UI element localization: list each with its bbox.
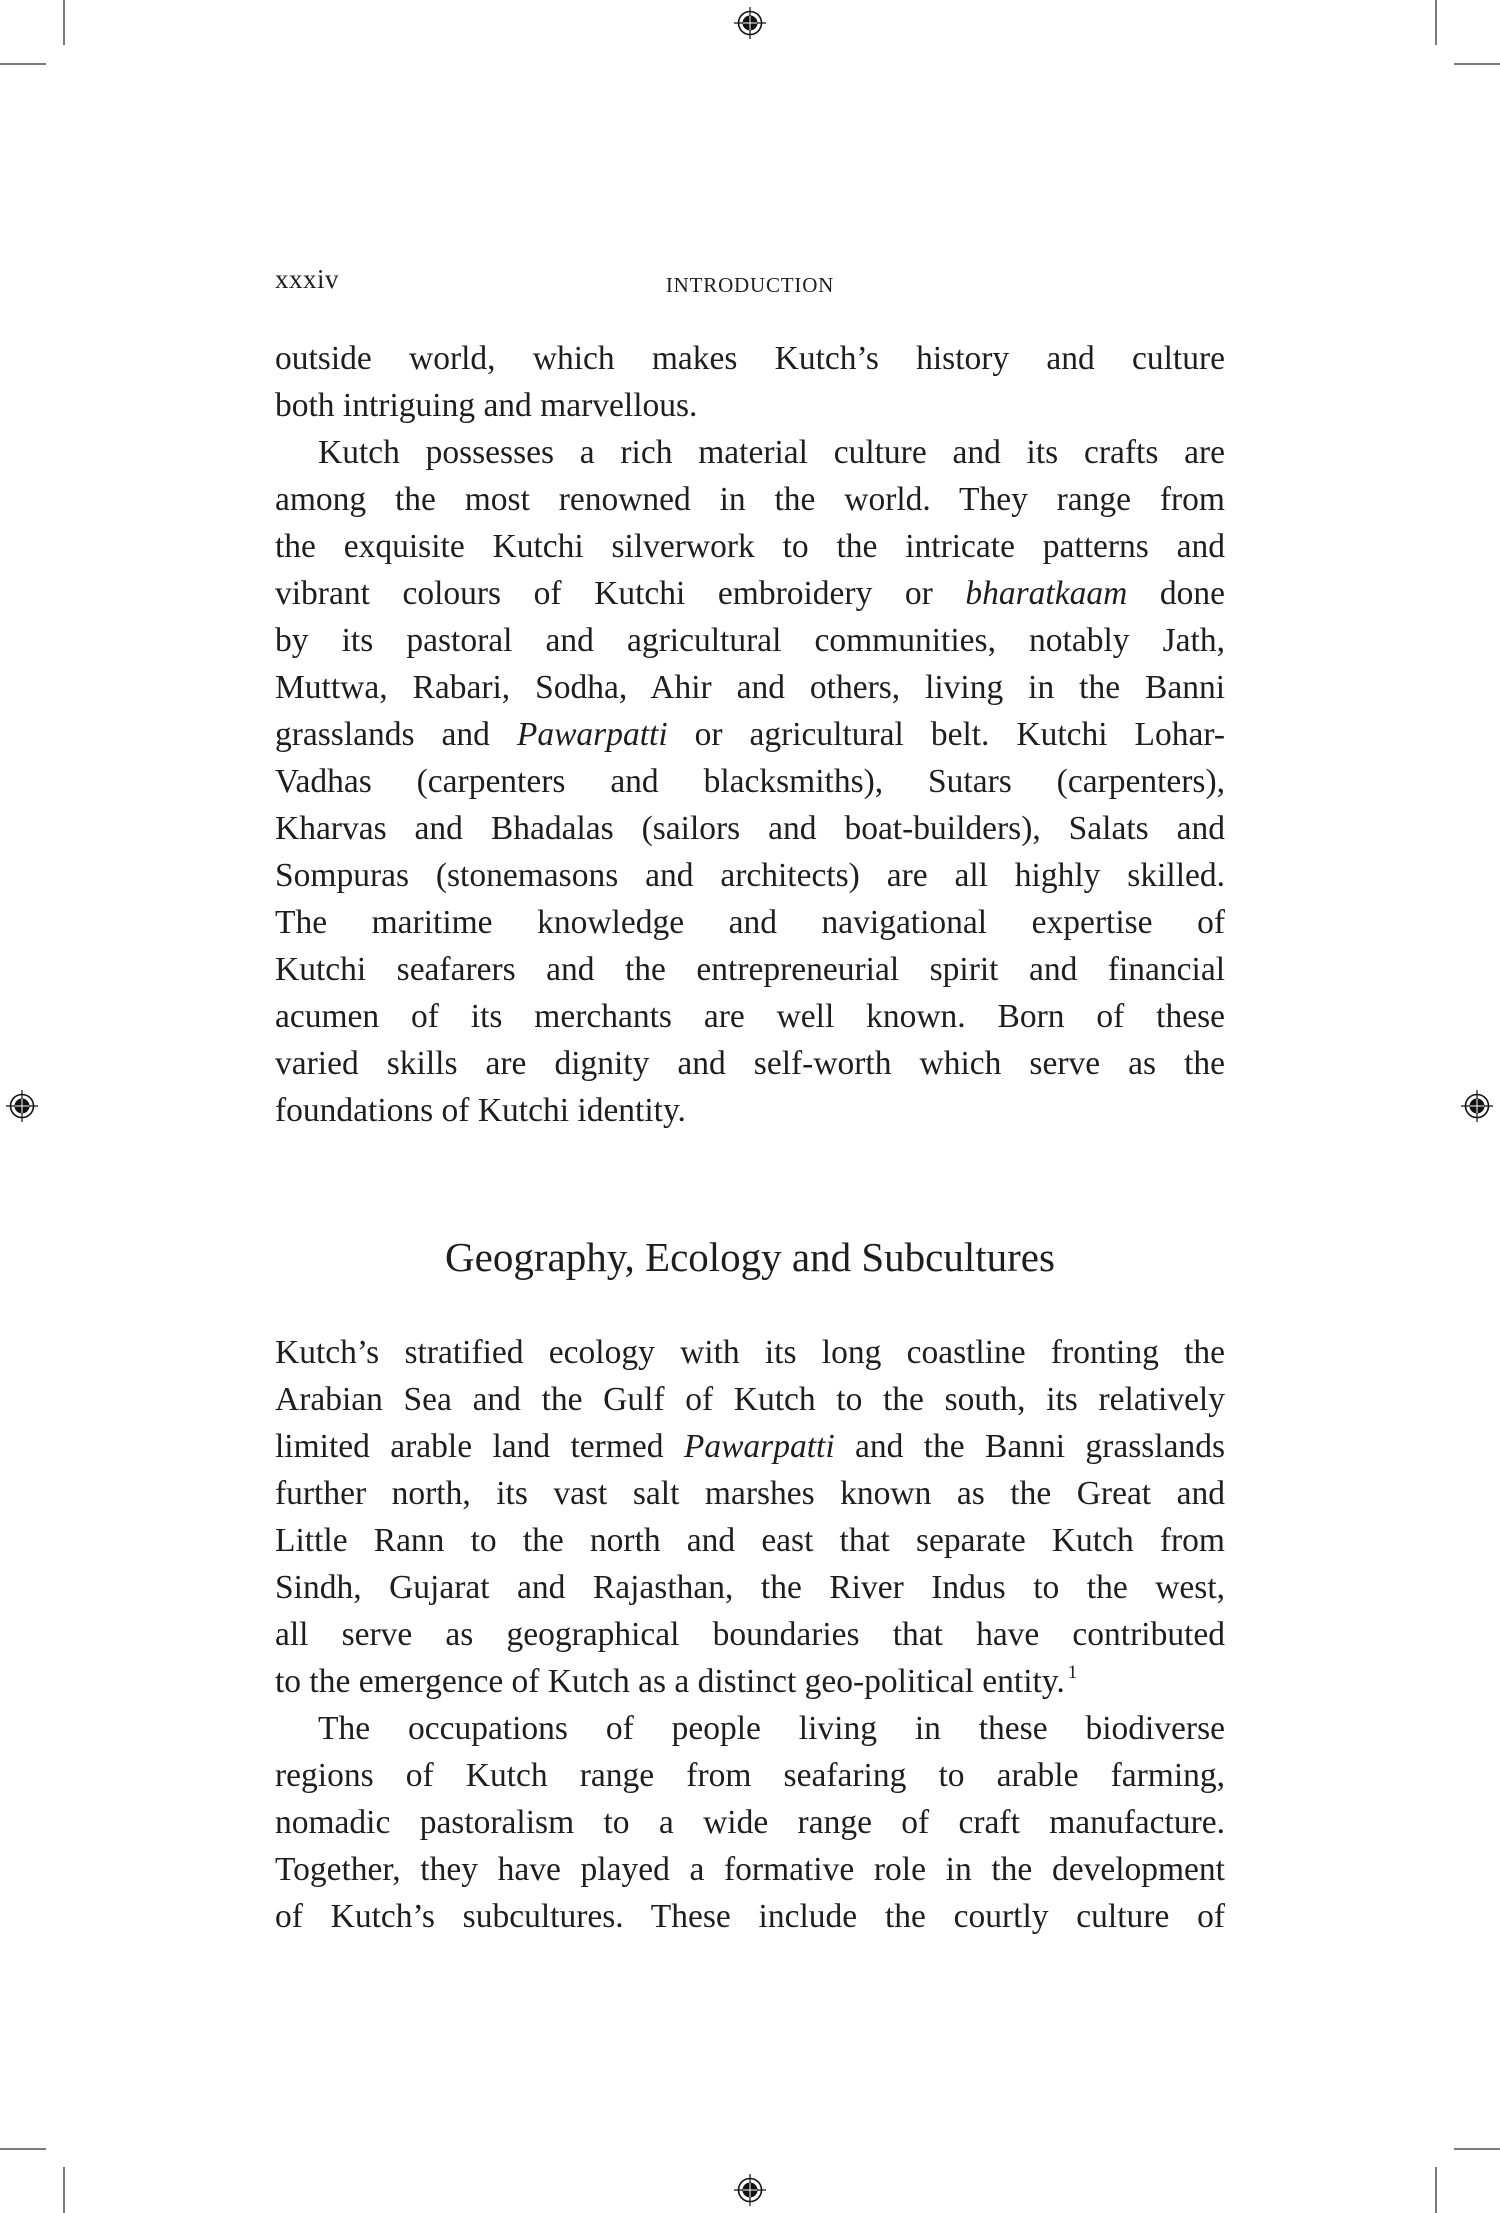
text-run: Arabian Sea and the Gulf of Kutch to the south, its relatively bbox=[275, 1381, 1225, 1418]
crop-mark-top-left-vertical bbox=[63, 0, 65, 45]
text-run: all serve as geographical boundaries that have contributed bbox=[275, 1616, 1225, 1653]
text-line bbox=[275, 386, 1225, 426]
text-line bbox=[275, 1568, 1225, 1608]
text-run: by its pastoral and agricultural communities, notably Jath, bbox=[275, 622, 1225, 659]
registration-mark-icon bbox=[1461, 1090, 1493, 1122]
text-line bbox=[275, 809, 1225, 849]
italic-term: Pawarpatti bbox=[516, 716, 668, 753]
crop-mark-top-right-horizontal bbox=[1454, 63, 1500, 65]
text-line bbox=[275, 621, 1225, 661]
text-run: varied skills are dignity and self-worth which serve as the bbox=[275, 1045, 1225, 1082]
crop-mark-top-right-vertical bbox=[1435, 0, 1437, 45]
registration-mark-icon bbox=[734, 2174, 766, 2206]
text-line bbox=[275, 1803, 1225, 1843]
text-run: among the most renowned in the world. They range from bbox=[275, 481, 1225, 518]
text-line bbox=[275, 1615, 1225, 1655]
text-run: the exquisite Kutchi silverwork to the intricate patterns and bbox=[275, 528, 1225, 565]
text-run: Muttwa, Rabari, Sodha, Ahir and others, living in the Banni bbox=[275, 669, 1225, 706]
text-run: Vadhas (carpenters and blacksmiths), Sutars (carpenters), bbox=[275, 763, 1225, 800]
text-line bbox=[275, 903, 1225, 943]
text-run: regions of Kutch range from seafaring to arable farming, bbox=[275, 1757, 1225, 1794]
crop-mark-bottom-right-horizontal bbox=[1454, 2148, 1500, 2150]
text-run: Sompuras (stonemasons and architects) are all highly skilled. bbox=[275, 857, 1225, 894]
section-heading: Geography, Ecology and Subcultures bbox=[445, 1234, 1055, 1280]
text-run: done bbox=[1127, 575, 1225, 612]
text-run: foundations of Kutchi identity. bbox=[275, 1092, 686, 1129]
text-run: Kutchi seafarers and the entrepreneurial spirit and financial bbox=[275, 951, 1225, 988]
text-line bbox=[275, 1521, 1225, 1561]
text-run: Kharvas and Bhadalas (sailors and boat-builders), Salats and bbox=[275, 810, 1225, 847]
text-line bbox=[275, 856, 1225, 896]
text-line bbox=[275, 527, 1225, 567]
text-line bbox=[275, 1756, 1225, 1796]
text-run: Kutch’s stratified ecology with its long coastline fronting the bbox=[275, 1334, 1225, 1371]
text-run: and the Banni grasslands bbox=[834, 1428, 1225, 1465]
text-run: of Kutch’s subcultures. These include the courtly culture of bbox=[275, 1898, 1225, 1935]
text-line bbox=[275, 1044, 1225, 1084]
text-line bbox=[275, 1091, 1225, 1131]
text-run: both intriguing and marvellous. bbox=[275, 387, 698, 424]
text-run: further north, its vast salt marshes known as the Great and bbox=[275, 1475, 1225, 1512]
italic-term: Pawarpatti bbox=[683, 1428, 835, 1465]
crop-mark-bottom-left-vertical bbox=[63, 2167, 65, 2213]
running-head-title: INTRODUCTION bbox=[665, 273, 835, 297]
text-line bbox=[318, 433, 1225, 473]
text-line bbox=[275, 1474, 1225, 1514]
text-run: nomadic pastoralism to a wide range of craft manufacture. bbox=[275, 1804, 1225, 1841]
page-number: xxxiv bbox=[275, 264, 340, 294]
text-line bbox=[275, 480, 1225, 520]
text-line bbox=[275, 1427, 1225, 1467]
crop-mark-bottom-left-horizontal bbox=[0, 2148, 46, 2150]
crop-mark-bottom-right-vertical bbox=[1435, 2167, 1437, 2213]
text-line bbox=[275, 762, 1225, 802]
text-run: vibrant colours of Kutchi embroidery or bbox=[275, 575, 966, 612]
text-line bbox=[275, 1850, 1225, 1890]
text-line bbox=[275, 1897, 1225, 1937]
text-line bbox=[275, 1662, 1225, 1702]
text-run: Sindh, Gujarat and Rajasthan, the River Indus to the west, bbox=[275, 1569, 1225, 1606]
text-run: Little Rann to the north and east that separate Kutch from bbox=[275, 1522, 1225, 1559]
text-run: outside world, which makes Kutch’s history and culture bbox=[275, 340, 1225, 377]
italic-term: bharatkaam bbox=[965, 575, 1128, 612]
text-line bbox=[275, 339, 1225, 379]
text-line bbox=[275, 574, 1225, 614]
text-line bbox=[275, 1380, 1225, 1420]
text-line bbox=[275, 1333, 1225, 1373]
text-run: limited arable land termed bbox=[275, 1428, 684, 1465]
text-run: to the emergence of Kutch as a distinct geo-political entity. bbox=[275, 1663, 1065, 1700]
text-run: acumen of its merchants are well known. Born of these bbox=[275, 998, 1225, 1035]
registration-mark-icon bbox=[6, 1090, 38, 1122]
text-run: The occupations of people living in these biodiverse bbox=[318, 1710, 1225, 1747]
text-run: or agricultural belt. Kutchi Lohar- bbox=[667, 716, 1225, 753]
registration-mark-icon bbox=[734, 7, 766, 39]
text-run: Together, they have played a formative role in the development bbox=[275, 1851, 1225, 1888]
text-run: grasslands and bbox=[275, 716, 517, 753]
text-line bbox=[275, 950, 1225, 990]
text-run: The maritime knowledge and navigational expertise of bbox=[275, 904, 1225, 941]
text-line bbox=[275, 997, 1225, 1037]
crop-mark-top-left-horizontal bbox=[0, 63, 46, 65]
text-run: Kutch possesses a rich material culture and its crafts are bbox=[318, 434, 1225, 471]
text-line bbox=[275, 668, 1225, 708]
footnote-marker[interactable]: 1 bbox=[1067, 1662, 1078, 1683]
text-line bbox=[318, 1709, 1225, 1749]
text-line bbox=[275, 715, 1225, 755]
